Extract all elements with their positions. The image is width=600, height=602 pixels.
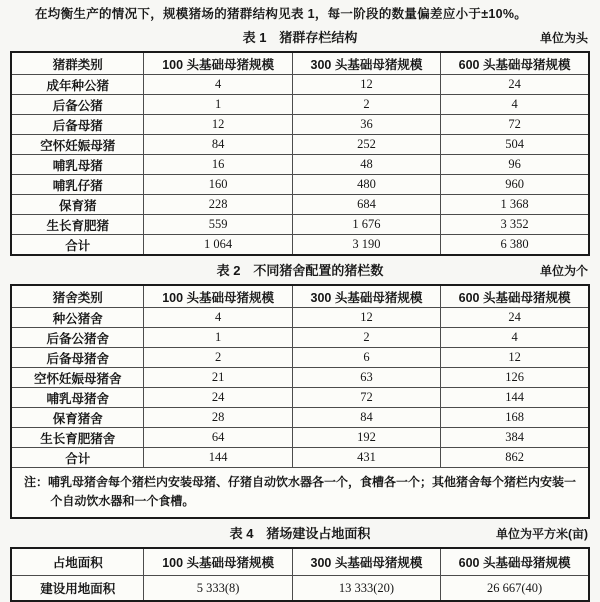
cell-value: 3 352 <box>441 215 589 235</box>
column-header: 猪舍类别 <box>11 285 144 308</box>
table-row <box>11 428 589 448</box>
table-row <box>11 115 589 135</box>
cell-value: 12 <box>441 348 589 368</box>
cell-value: 1 368 <box>441 195 589 215</box>
table-row <box>11 368 589 388</box>
table-row <box>11 75 589 95</box>
note-text: 注：哺乳母猪舍每个猪栏内安装母猪、仔猪自动饮水器各一个，食槽各一个；其他猪舍每个猪栏内安装一个自动饮水器和一个食槽。 <box>24 475 577 509</box>
row-label: 后备公猪舍 <box>11 328 144 348</box>
cell-value: 26 667(40) <box>441 576 589 602</box>
column-header: 300 头基础母猪规模 <box>292 52 440 75</box>
cell-value: 1 676 <box>292 215 440 235</box>
cell-value: 252 <box>292 135 440 155</box>
cell-value: 36 <box>292 115 440 135</box>
cell-value: 28 <box>144 408 292 428</box>
table-row <box>11 308 589 328</box>
table-row <box>11 135 589 155</box>
cell-value: 4 <box>441 95 589 115</box>
column-header: 600 头基础母猪规模 <box>441 52 589 75</box>
row-label: 合计 <box>11 235 144 256</box>
row-label: 成年种公猪 <box>11 75 144 95</box>
cell-value: 5 333(8) <box>144 576 292 602</box>
intro-paragraph: 在均衡生产的情况下，规模猪场的猪群结构见表 1，每一阶段的数量偏差应小于±10%。 <box>35 7 528 21</box>
cell-value: 144 <box>144 448 292 468</box>
table4-caption-row <box>10 526 590 542</box>
cell-value: 1 <box>144 328 292 348</box>
table-row <box>11 576 589 602</box>
row-label: 后备公猪 <box>11 95 144 115</box>
table-row <box>11 215 589 235</box>
cell-value: 13 333(20) <box>292 576 440 602</box>
table-row <box>11 175 589 195</box>
cell-value: 96 <box>441 155 589 175</box>
cell-value: 126 <box>441 368 589 388</box>
column-header: 猪群类别 <box>11 52 144 75</box>
cell-value: 168 <box>441 408 589 428</box>
table2-caption-row <box>10 263 590 279</box>
table4-unit-label: 单位为平方米(亩) <box>496 527 588 542</box>
cell-value: 1 <box>144 95 292 115</box>
table-land-area <box>10 547 590 602</box>
table-total-row <box>11 235 589 256</box>
table4-title: 表 4 猪场建设占地面积 <box>229 526 371 542</box>
cell-value: 228 <box>144 195 292 215</box>
table-row <box>11 408 589 428</box>
table1-unit-label: 单位为头 <box>539 31 588 45</box>
cell-value: 4 <box>441 328 589 348</box>
cell-value: 12 <box>144 115 292 135</box>
cell-value: 3 190 <box>292 235 440 256</box>
table2-title: 表 2 不同猪舍配置的猪栏数 <box>216 263 384 278</box>
table1-caption-row <box>10 30 590 46</box>
cell-value: 72 <box>292 388 440 408</box>
cell-value: 960 <box>441 175 589 195</box>
column-header: 100 头基础母猪规模 <box>144 285 292 308</box>
table2-unit-label: 单位为个 <box>539 264 588 278</box>
row-label: 合计 <box>11 448 144 468</box>
cell-value: 21 <box>144 368 292 388</box>
table-row <box>11 95 589 115</box>
column-header: 600 头基础母猪规模 <box>441 548 589 576</box>
cell-value: 431 <box>292 448 440 468</box>
column-header: 300 头基础母猪规模 <box>292 285 440 308</box>
cell-value: 559 <box>144 215 292 235</box>
cell-value: 480 <box>292 175 440 195</box>
column-header: 300 头基础母猪规模 <box>292 548 440 576</box>
row-label: 哺乳母猪 <box>11 155 144 175</box>
cell-value: 4 <box>144 308 292 328</box>
table-note <box>11 468 589 519</box>
column-header: 100 头基础母猪规模 <box>144 548 292 576</box>
cell-value: 72 <box>441 115 589 135</box>
cell-value: 504 <box>441 135 589 155</box>
column-header: 100 头基础母猪规模 <box>144 52 292 75</box>
cell-value: 384 <box>441 428 589 448</box>
table-row <box>11 388 589 408</box>
cell-value: 160 <box>144 175 292 195</box>
cell-value: 2 <box>292 328 440 348</box>
cell-value: 24 <box>144 388 292 408</box>
cell-value: 4 <box>144 75 292 95</box>
row-label: 保育猪舍 <box>11 408 144 428</box>
table-header-row <box>11 548 589 576</box>
row-label: 保育猪 <box>11 195 144 215</box>
row-label: 生长育肥猪 <box>11 215 144 235</box>
cell-value: 2 <box>292 95 440 115</box>
cell-value: 192 <box>292 428 440 448</box>
row-label: 后备母猪 <box>11 115 144 135</box>
cell-value: 862 <box>441 448 589 468</box>
table-header-row <box>11 285 589 308</box>
cell-value: 144 <box>441 388 589 408</box>
table-herd-structure <box>10 51 590 256</box>
cell-value: 12 <box>292 75 440 95</box>
cell-value: 6 380 <box>441 235 589 256</box>
table-total-row <box>11 448 589 468</box>
row-label: 空怀妊娠母猪 <box>11 135 144 155</box>
cell-value: 84 <box>144 135 292 155</box>
row-label: 生长育肥猪舍 <box>11 428 144 448</box>
row-label: 哺乳母猪舍 <box>11 388 144 408</box>
cell-value: 16 <box>144 155 292 175</box>
cell-value: 24 <box>441 308 589 328</box>
table-header-row <box>11 52 589 75</box>
cell-value: 2 <box>144 348 292 368</box>
row-label: 哺乳仔猪 <box>11 175 144 195</box>
cell-value: 684 <box>292 195 440 215</box>
cell-value: 1 064 <box>144 235 292 256</box>
cell-value: 6 <box>292 348 440 368</box>
table-pen-config <box>10 284 590 519</box>
cell-value: 84 <box>292 408 440 428</box>
table-row <box>11 195 589 215</box>
column-header: 600 头基础母猪规模 <box>441 285 589 308</box>
table1-title: 表 1 猪群存栏结构 <box>242 30 358 45</box>
table-row <box>11 328 589 348</box>
cell-value: 48 <box>292 155 440 175</box>
row-label: 种公猪舍 <box>11 308 144 328</box>
cell-value: 63 <box>292 368 440 388</box>
row-label: 建设用地面积 <box>11 576 144 602</box>
table-row <box>11 155 589 175</box>
table-note-row <box>11 468 589 519</box>
table-row <box>11 348 589 368</box>
column-header: 占地面积 <box>11 548 144 576</box>
cell-value: 24 <box>441 75 589 95</box>
cell-value: 64 <box>144 428 292 448</box>
row-label: 后备母猪舍 <box>11 348 144 368</box>
cell-value: 12 <box>292 308 440 328</box>
row-label: 空怀妊娠母猪舍 <box>11 368 144 388</box>
